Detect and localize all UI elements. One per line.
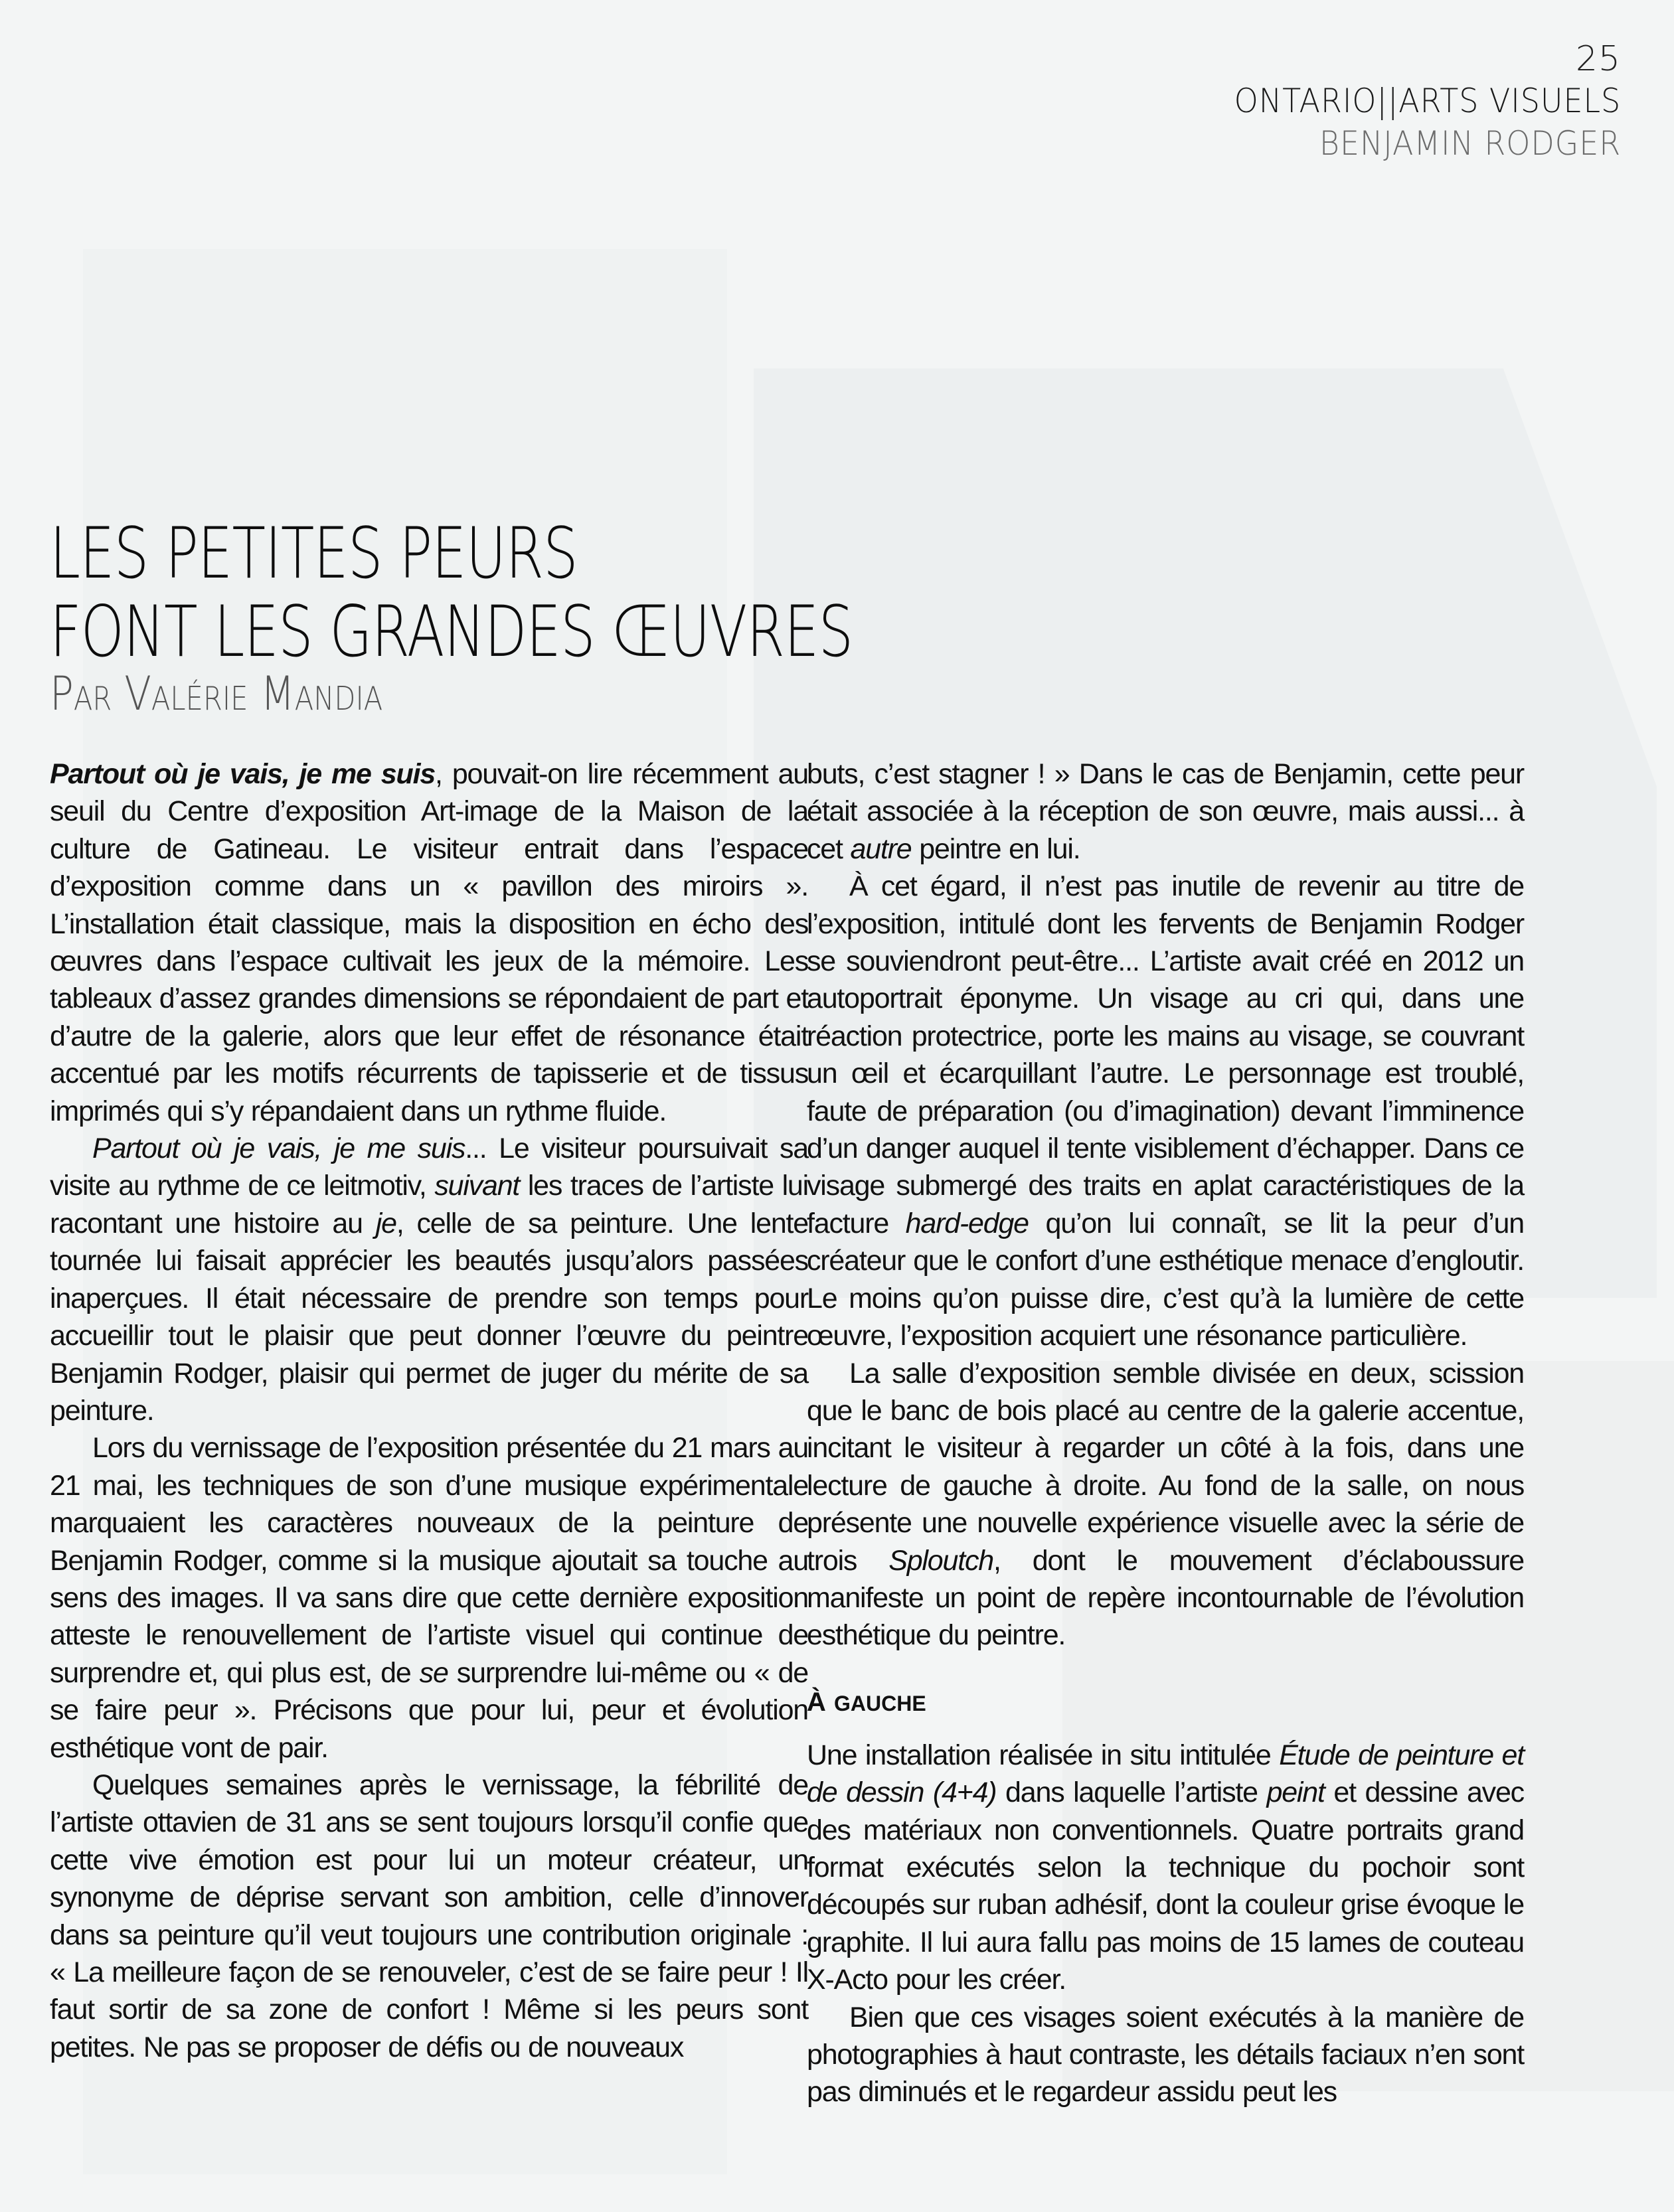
paragraph: À cet égard, il n’est pas inutile de revenir au titre de l’exposition, intitulé dont les fervents de Benjamin Rodger se souviendront peut-être... L’artiste avait créé en 2012 un autoportrait éponyme. Un visage au cri qui, dans une réaction protectrice, porte les mains au visage, se couvrant un œil et écarquillant l’autre. Le personnage est troublé, faute de préparation (ou d’imagination) devant l’imminence d’un danger auquel il tente visiblement d’échapper. Dans ce visage submergé des traits en aplat caractéristiques de la facture hard-edge qu’on lui connaît, se lit la peur d’un créateur que le confort d’une esthétique menace d’engloutir. Le moins qu’on puisse dire, c’est qu’à la lumière de cette œuvre, l’exposition acquiert une résonance particulière. xyxy=(807,870,1524,1352)
byline: Par Valérie Mandia xyxy=(50,667,383,721)
section-label: ONTARIO||ARTS VISUELS xyxy=(1234,82,1621,120)
running-header xyxy=(1201,39,1621,165)
paragraph: Quelques semaines après le vernissage, la fébrilité de l’artiste ottavien de 31 ans se sent toujours lorsqu’il confie que cette vive émotion est pour lui un moteur créateur, un synonyme de déprise servant son ambition, celle d’innover dans sa peinture qu’il veut toujours une contribution originale : « La meilleure façon de se renouveler, c’est de se faire peur ! Il faut sortir de sa zone de confort ! Même si les peurs sont petites. Ne pas se proposer de défis ou de nouveaux xyxy=(50,1769,808,2063)
article-title-line-1: LES PETITES PEURS xyxy=(50,513,578,594)
lead-phrase: Partout où je vais, je me suis xyxy=(50,758,436,790)
paragraph: Bien que ces visages soient exécutés à la manière de photographies à haut contraste, les détails faciaux n’en sont pas diminués et le regardeur assidu peut les xyxy=(807,2001,1524,2108)
paragraph: Une installation réalisée in situ intitulée Étude de peinture et de dessin (4+4) dans laquelle l’artiste peint et dessine avec des matériaux non conventionnels. Quatre portraits grand format exécutés selon la technique du pochoir sont découpés sur ruban adhésif, dont la couleur grise évoque le graphite. Il lui aura fallu pas moins de 15 lames de couteau X-Acto pour les créer. xyxy=(807,1739,1525,1996)
body-column-left xyxy=(50,755,808,2066)
subheading: À GAUCHE xyxy=(807,1687,926,1717)
article-title-block xyxy=(50,514,1079,720)
article-title-line-2: FONT LES GRANDES ŒUVRES xyxy=(50,591,853,672)
paragraph: Partout où je vais, je me suis, pouvait-on lire récemment au seuil du Centre d’exposition Art-image de la Maison de la culture de Gatineau. Le visiteur entrait dans l’espace d’exposition comme dans un « pavillon des miroirs ». L’installation était classique, mais la disposition en écho des œuvres dans l’espace cultivait les jeux de la mémoire. Les tableaux d’assez grandes dimensions se répondaient de part et d’autre de la galerie, alors que leur effet de résonance était accentué par les motifs récurrents de tapisserie et de tissus imprimés qui s’y répandaient dans un rythme fluide. xyxy=(50,758,809,1127)
paragraph: buts, c’est stagner ! » Dans le cas de Benjamin, cette peur était associée à la réception de son œuvre, mais aussi... à cet autre peintre en lui. xyxy=(807,758,1524,865)
page-number: 25 xyxy=(1575,39,1621,79)
body-column-right xyxy=(807,755,1524,2111)
paragraph: Partout où je vais, je me suis... Le visiteur poursuivait sa visite au rythme de ce leitmotiv, suivant les traces de l’artiste lui racontant une histoire au je, celle de sa peinture. Une lente tournée lui faisait apprécier les beautés jusqu’alors passées inaperçues. Il était nécessaire de prendre son temps pour accueillir tout le plaisir que peut donner l’œuvre du peintre Benjamin Rodger, plaisir qui permet de juger du mérite de sa peinture. xyxy=(50,1133,809,1427)
paragraph: La salle d’exposition semble divisée en deux, scission que le banc de bois placé au centre de la galerie accentue, incitant le visiteur à regarder un côté à la fois, dans une lecture de gauche à droite. Au fond de la salle, on nous présente une nouvelle expérience visuelle avec la série de trois Sploutch, dont le mouvement d’éclaboussure manifeste un point de repère incontournable de l’évolution esthétique du peintre. xyxy=(807,1357,1524,1652)
subject-label: BENJAMIN RODGER xyxy=(1319,124,1621,163)
paragraph: Lors du vernissage de l’exposition présentée du 21 mars au 21 mai, les techniques de son d’une musique expérimentale marquaient les caractères nouveaux de la peinture de Benjamin Rodger, comme si la musique ajoutait sa touche au sens des images. Il va sans dire que cette dernière exposition atteste le renouvellement de l’artiste visuel qui continue de surprendre et, qui plus est, de se surprendre lui-même ou « de se faire peur ». Précisons que pour lui, peur et évolution esthétique vont de pair. xyxy=(50,1432,809,1764)
